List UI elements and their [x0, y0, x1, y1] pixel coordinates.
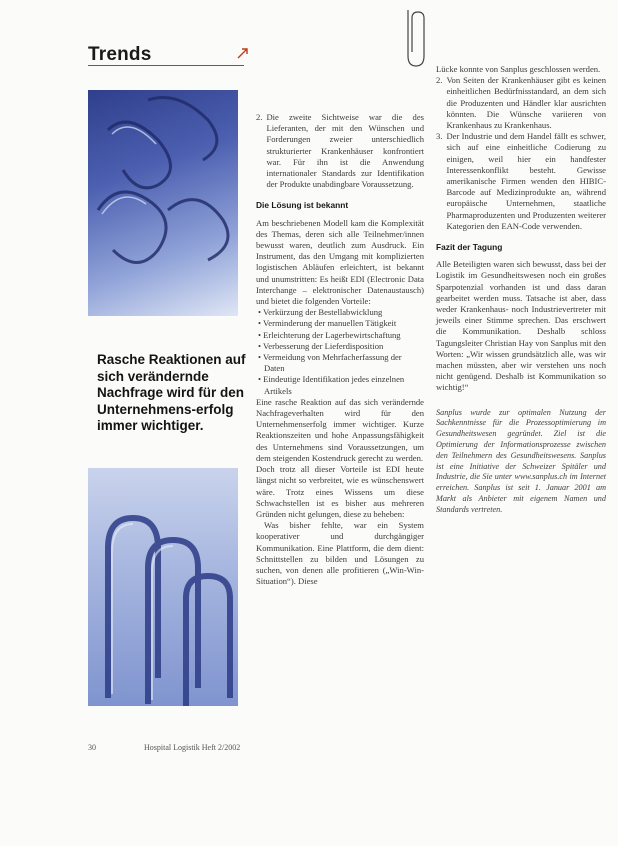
list-item: • Verbesserung der Lieferdisposition — [256, 341, 424, 352]
list-item — [436, 131, 606, 232]
list-item: • Erleichterung der Lagerbewirtschaftung — [256, 330, 424, 341]
list-text: Der Industrie und dem Handel fällt es schwer, sich auf eine einheitliche Codierung zu einigen, weil hier ein handfester Interessenkonflikt besteht. Gewisse amerikanische Firmen wenden den HIBIC-Barcode auf Medizinprodukte an, während europäische Unternehmen, staatliche Pharmaproduzenten und Produzenten weiterer Kategorien den EAN-Code verwenden. — [446, 131, 606, 231]
list-number: 2. — [436, 75, 443, 86]
info-note: Sanplus wurde zur optimalen Nutzung der Sachkenntnisse für die Prozessoptimierung im Gesundheitswesen gegründet. Ziel ist die Optimierung der Informationsprozesse zwischen den Teilnehmern des Gesundheitswesens. Sanplus ist eine Initiative der Schweizer Spitäler und Industrie, die Sie unter www.sanplus.ch im Internet erreichen. Sanplus ist seit 1. Januar 2001 am Markt als Anbieter mit eigenem Namen und Standards vertreten. — [436, 407, 606, 514]
paragraph: Was bisher fehlte, war ein System kooperativer und durchgängiger Kommunikation. Eine Plattform, die dem dient: Schnittstellen zu bilden und Lösungen zu suchen, von denen alle profitieren („Win-Win-Situation“). Diese — [256, 520, 424, 587]
subheading-fazit: Fazit der Tagung — [436, 242, 503, 253]
paragraph: Am beschriebenen Modell kam die Komplexität des Themas, deren sich alle Teilnehmer/innen bewusst waren, deutlich zum Ausdruck. Ein Instrument, das den Umgang mit komplizierten logistischen Abläufen erleichtert, ist bekannt und unumstritten: Es heißt EDI (Electronic Data Interchange – elektronischer Datenaustausch) und bietet die folgenden Vorteile: — [256, 217, 424, 307]
paragraph: Lücke konnte von Sanplus geschlossen werden. — [436, 64, 601, 74]
paperclips-photo-top — [88, 90, 238, 316]
article-column-right — [436, 64, 606, 516]
list-item — [256, 112, 424, 190]
publication-name: Hospital Logistik Heft 2/2002 — [144, 743, 241, 752]
list-number: 2. — [256, 112, 263, 122]
title-underline — [88, 65, 244, 66]
list-item: • Vermeidung von Mehrfacherfassung der Daten — [256, 352, 424, 374]
paragraph: Eine rasche Reaktion auf das sich verändernde Nachfrageverhalten wird für den Unternehmenserfolg immer wichtiger. Kurze Reaktionszeiten und hohe Anpassungsfähigkeit des Unternehmens sind Voraussetzungen, um dem steigenden Kostendruck gerecht zu werden. — [256, 396, 424, 463]
advantages-list — [256, 307, 424, 397]
paperclip-icon — [400, 8, 430, 70]
subheading-loesung: Die Lösung ist bekannt — [256, 200, 349, 211]
arrow-icon — [236, 46, 250, 60]
article-column-middle — [256, 112, 424, 587]
list-item: • Verkürzung der Bestellabwicklung — [256, 307, 424, 318]
paperclips-photo-bottom — [88, 468, 238, 706]
paragraph: Doch trotz all dieser Vorteile ist EDI heute längst nicht so verbreitet, wie es wünschenswert wäre. Trotz eines Wissens um diese Schwachstellen ist es bisher aus mehreren Gründen nicht gelungen, diese zu beheben: — [256, 464, 424, 519]
list-text: Von Seiten der Krankenhäuser gibt es keinen einheitlichen Bedürfnisstandard, an dem sich die Produzenten und Händler klar ausrichten könnten. Die Wünsche variieren von Krankenhaus zu Krankenhaus. — [446, 75, 606, 131]
paragraph: Alle Beteiligten waren sich bewusst, dass bei der Logistik im Gesundheitswesen noch ein großes Sparpotenzial vorhanden ist und dass daran gearbeitet werden muss. Tatsache ist aber, dass weder Krankenhaus- noch Industrievertreter mit jeweils einer Stimme sprechen. Das erschwert die Kommunikation. Deshalb schloss Tagungsleiter Christian Hay von Sanplus mit den Worten: „Wir wissen grundsätzlich alle, was wir machen müssten, aber wir verstehen uns noch nicht genügend. Deshalb ist Kommunikation so wichtig!“ — [436, 259, 606, 393]
list-number: 3. — [436, 131, 443, 142]
list-item: • Verminderung der manuellen Tätigkeit — [256, 318, 424, 329]
list-text: Die zweite Sichtweise war die des Lieferanten, der mit den Wünschen und Forderungen zweier unterschiedlich strukturierter Krankenhäuser konfrontiert war. Für ihn ist die Anwendung internationaler Standards zur Identifikation der Produkte unabdingbare Voraussetzung. — [266, 112, 424, 190]
section-title: Trends — [88, 44, 152, 65]
page-number: 30 — [88, 743, 96, 752]
list-item: • Eindeutige Identifikation jedes einzelnen Artikels — [256, 374, 424, 396]
pull-quote: Rasche Reaktionen auf sich verändernde Nachfrage wird für den Unternehmens-erfolg immer wichtiger. — [97, 352, 246, 433]
list-item — [436, 75, 606, 131]
